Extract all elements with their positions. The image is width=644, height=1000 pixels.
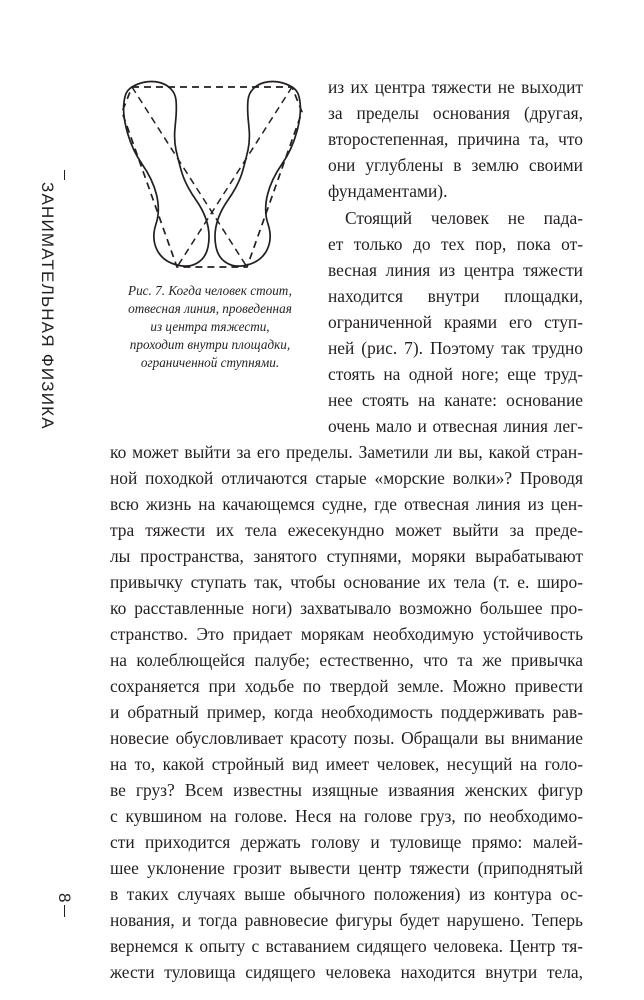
text-line: сохраняется при ходьбе по твердой земле. Можно привести [110,676,583,696]
text-line: весная линия из центра тяжести [328,260,583,280]
text-line: на то, какой стройный вид имеет человек, несущий на голо- [110,754,583,774]
text-line: находится внутри площадки, [328,286,583,306]
caption-line: проходит внутри площадки, [129,337,291,352]
text-line: ней (рис. 7). Поэтому так трудно [328,338,583,358]
text-line: и обратный пример, когда необходимость поддерживать рав- [110,702,583,722]
text-line: привычку ступать так, чтобы основание их тела (т. е. широ- [110,572,583,592]
footprints-figure [112,72,312,282]
text-line: нее стоять на канате: основание [328,390,583,410]
running-header: ЗАНИМАТЕЛЬНАЯ ФИЗИКА [38,182,57,430]
text-line: из их центра тяжести не выходит [328,77,583,97]
text-line: сти приходится держать голову и туловище прямо: малей- [110,832,583,852]
text-line: ет только до тех пор, пока от- [328,234,583,254]
text-line: ко может выйти за его пределы. Заметили ли вы, какой стран- [110,442,583,462]
text-line: ве груз? Всем известны изящные изваяния женских фигур [110,780,583,800]
text-line: второстепенная, причина та, что [328,129,583,149]
text-line: нования, и тогда равновесие фигуры будет нарушено. Теперь [110,910,583,930]
caption-line: отвесная линия, проведенная [128,301,292,316]
page-number-divider [64,905,65,917]
text-line: Стоящий человек не пада- [345,208,583,228]
caption-line: Рис. 7. Когда человек стоит, [128,283,292,298]
text-line: с кувшином на голове. Неся на голове груз, по необходимо- [110,806,583,826]
text-line: на колеблющейся палубе; естественно, что та же привычка [110,650,583,670]
text-line: за пределы основания (другая, [328,103,583,123]
text-line: всю жизнь на качающемся судне, где отвесная линия из цен- [110,494,583,514]
text-line: ко расставленные ноги) захватывало возможно большее про- [110,598,583,618]
caption-line: ограниченной ступнями. [140,355,280,370]
text-line: фундаментами). [328,181,448,201]
text-line: вернемся к опыту с вставанием сидящего человека. Центр тя- [110,936,583,956]
caption-line: из центра тяжести, [150,319,270,334]
text-line: ограниченной краями его ступ- [328,312,583,332]
left-foot-outline [124,81,209,266]
text-line: очень мало и отвесная линия лег- [328,416,583,436]
page-number: 8 [55,893,74,903]
text-line: тра тяжести их тела ежесекундно может выйти за преде- [110,520,583,540]
header-divider [64,170,65,180]
text-line: они углублены в землю своими [328,155,583,175]
text-line: жести туловища сидящего человека находится внутри тела, [110,962,583,982]
figure-caption [110,282,310,372]
right-foot-outline [215,81,300,266]
text-line: новесие обусловливает красоту позы. Обращали вы внимание [110,728,583,748]
text-line: в таких случаях выше обычного положения) из контура ос- [110,884,583,904]
text-line: ной походкой отличаются старые «морские волки»? Проводя [110,468,583,488]
text-line: странство. Это придает морякам необходимую устойчивость [110,624,583,644]
text-line: лы пространства, занятого ступнями, моряки вырабатывают [110,546,583,566]
text-line: стоять на одной ноге; еще труд- [328,364,583,384]
text-line: шее уклонение грозит вывести центр тяжести (приподнятый [110,858,583,878]
